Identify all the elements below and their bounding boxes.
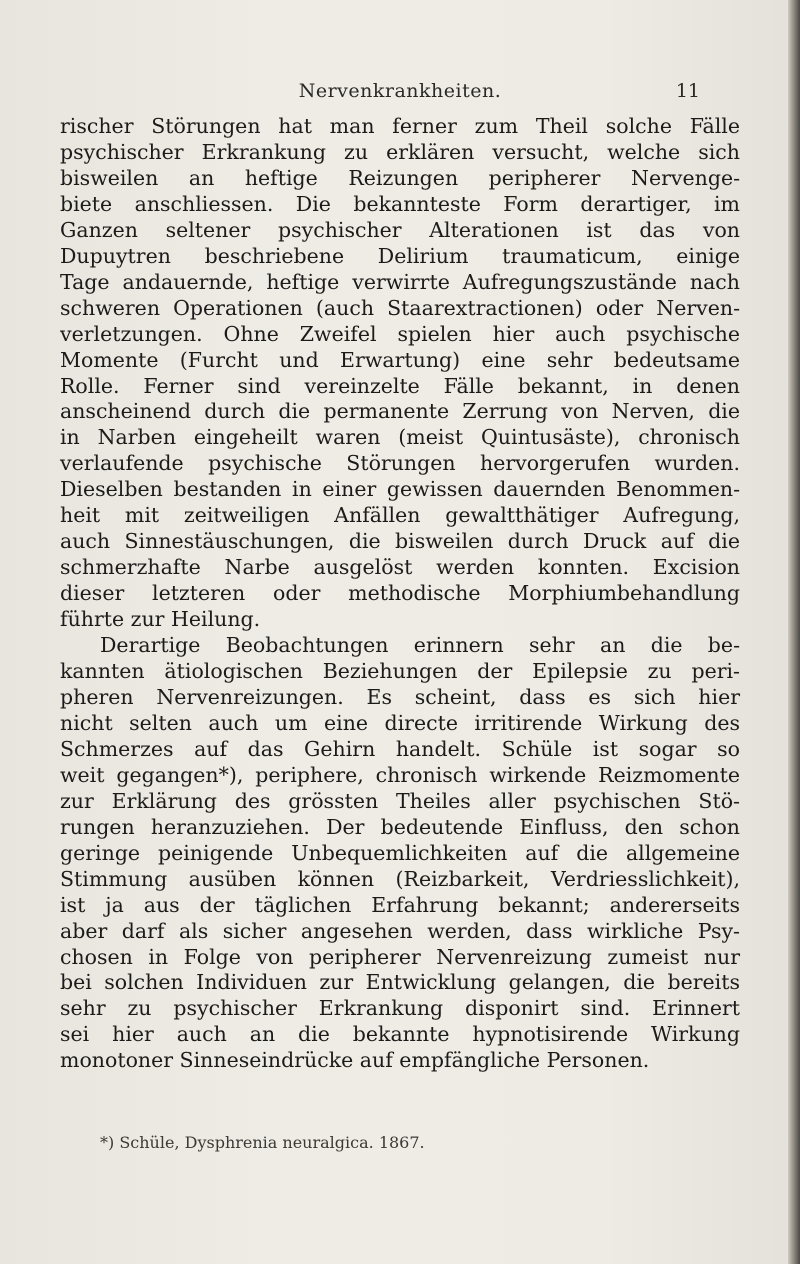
text-line: Stimmung ausüben können (Reizbarkeit, Verdriesslichkeit), — [60, 866, 740, 891]
text-line: sehr zu psychischer Erkrankung disponirt sind. Erinnert — [60, 996, 740, 1021]
paragraph-2 — [60, 633, 740, 1074]
text-line: biete anschliessen. Die bekannteste Form derartiger, im — [60, 191, 740, 216]
text-line: Dupuytren beschriebene Delirium traumaticum, einige — [60, 243, 740, 268]
text-line: heit mit zeitweiligen Anfällen gewaltthätiger Aufregung, — [60, 503, 740, 528]
text-line: dieser letzteren oder methodische Morphiumbehandlung — [60, 581, 740, 606]
text-line: Momente (Furcht und Erwartung) eine sehr bedeutsame — [60, 347, 740, 372]
body-text — [60, 114, 740, 1074]
text-line: in Narben eingeheilt waren (meist Quintusäste), chronisch — [60, 425, 740, 450]
text-line: rungen heranzuziehen. Der bedeutende Einfluss, den schon — [60, 814, 740, 839]
page-edge-shadow — [788, 0, 800, 1264]
text-line: psychischer Erkrankung zu erklären versucht, welche sich — [60, 139, 740, 164]
text-line: führte zur Heilung. — [60, 607, 261, 632]
text-line: Rolle. Ferner sind vereinzelte Fälle bekannt, in denen — [60, 373, 740, 398]
text-line: Derartige Beobachtungen erinnern sehr an die be- — [100, 633, 740, 658]
text-line: kannten ätiologischen Beziehungen der Epilepsie zu peri- — [60, 659, 740, 684]
text-line: aber darf als sicher angesehen werden, dass wirkliche Psy- — [60, 918, 740, 943]
text-line: verlaufende psychische Störungen hervorgerufen wurden. — [60, 451, 740, 476]
text-line: schmerzhafte Narbe ausgelöst werden konnten. Excision — [60, 555, 740, 580]
text-line: Tage andauernde, heftige verwirrte Aufregungszustände nach — [60, 269, 740, 294]
text-line: Dieselben bestanden in einer gewissen dauernden Benommen- — [60, 477, 740, 502]
text-line: nicht selten auch um eine directe irritirende Wirkung des — [60, 710, 740, 735]
text-line: weit gegangen*), periphere, chronisch wirkende Reizmomente — [60, 762, 740, 787]
page-header — [100, 80, 700, 110]
text-line: Ganzen seltener psychischer Alterationen ist das von — [60, 217, 740, 242]
paragraph-1 — [60, 114, 740, 633]
text-line: auch Sinnestäuschungen, die bisweilen durch Druck auf die — [60, 529, 740, 554]
text-line: bei solchen Individuen zur Entwicklung gelangen, die bereits — [60, 970, 740, 995]
text-line: sei hier auch an die bekannte hypnotisirende Wirkung — [60, 1022, 740, 1047]
footnote: *) Schüle, Dysphrenia neuralgica. 1867. — [100, 1133, 425, 1152]
text-line: verletzungen. Ohne Zweifel spielen hier auch psychische — [60, 321, 740, 346]
text-line: zur Erklärung des grössten Theiles aller psychischen Stö- — [60, 788, 740, 813]
text-line: monotoner Sinneseindrücke auf empfängliche Personen. — [60, 1048, 650, 1073]
text-line: pheren Nervenreizungen. Es scheint, dass es sich hier — [60, 684, 740, 709]
text-line: chosen in Folge von peripherer Nervenreizung zumeist nur — [60, 944, 740, 969]
text-line: rischer Störungen hat man ferner zum Theil solche Fälle — [60, 114, 740, 138]
text-line: Schmerzes auf das Gehirn handelt. Schüle ist sogar so — [60, 736, 740, 761]
text-line: geringe peinigende Unbequemlichkeiten auf die allgemeine — [60, 840, 740, 865]
text-line: anscheinend durch die permanente Zerrung von Nerven, die — [60, 399, 740, 424]
text-line: bisweilen an heftige Reizungen peripherer Nervenge- — [60, 165, 740, 190]
running-title: Nervenkrankheiten. — [298, 80, 502, 102]
page-number: 11 — [675, 80, 700, 102]
text-line: schweren Operationen (auch Staarextractionen) oder Nerven- — [60, 295, 740, 320]
text-line: ist ja aus der täglichen Erfahrung bekannt; andererseits — [60, 892, 740, 917]
